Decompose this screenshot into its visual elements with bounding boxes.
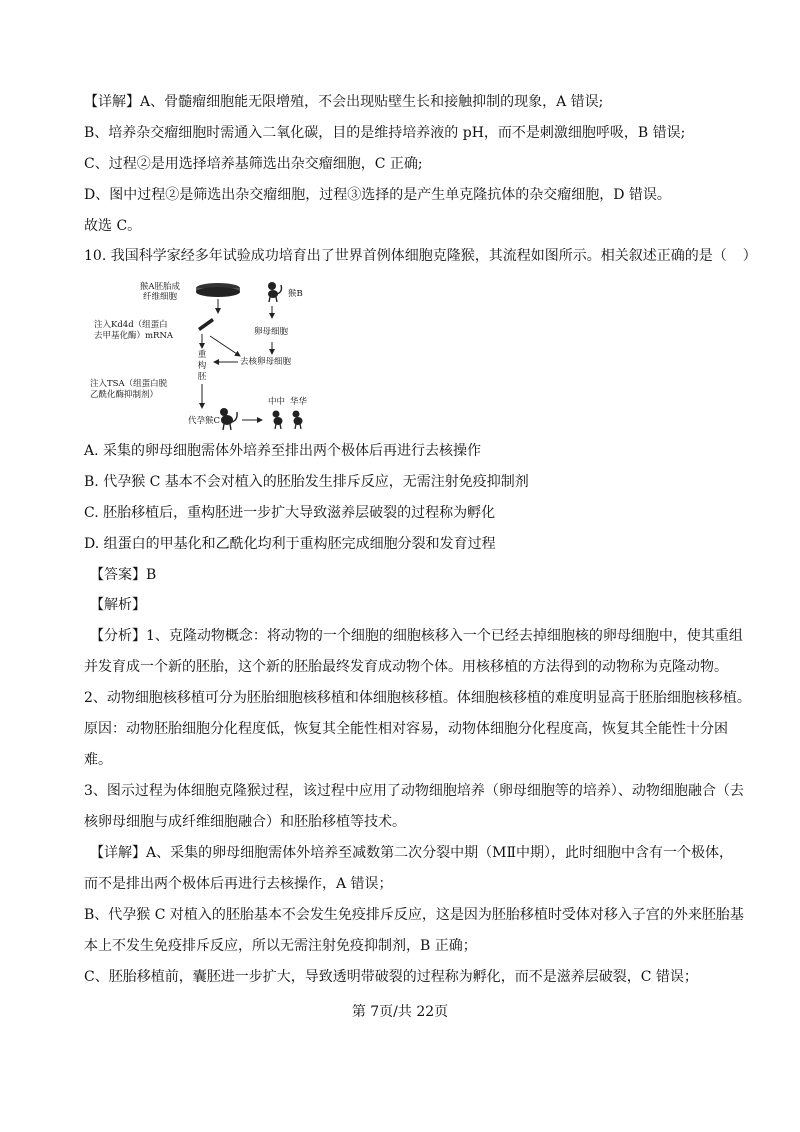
question-paren-close: ）	[742, 248, 757, 264]
option-c: C. 胚胎移植后，重构胚进一步扩大导致滋养层破裂的过程称为孵化	[84, 505, 496, 521]
analysis-2b: 原因：动物胚胎细胞分化程度低，恢复其全能性相对容易，动物体细胞分化程度高，恢复其全能性十分困	[84, 721, 728, 737]
detail-b-1: B、代孕猴 C 对植入的胚胎基本不会发生免疫排斥反应，这是因为胚胎移植时受体对移入子宫的外来胚胎基	[84, 907, 744, 923]
analysis-1a: 【分析】1、克隆动物概念：将动物的一个细胞的细胞核移入一个已经去掉细胞核的卵母细胞中，使其重组	[90, 628, 743, 644]
label-inject-tsa-2: 乙酰化酶抑制剂）	[90, 390, 159, 400]
detail-b-prev: B、培养杂交瘤细胞时需通入二氧化碳，目的是维持培养液的 pH，而不是刺激细胞呼吸，B 错误;	[84, 125, 686, 141]
label-baby-zhongzhong: 中中	[268, 397, 286, 407]
detail-c: C、胚胎移植前，囊胚进一步扩大，导致透明带破裂的过程称为孵化，而不是滋养层破裂，C 错误；	[84, 969, 698, 985]
analysis-2a: 2、动物细胞核移植可分为胚胎细胞核移植和体细胞核移植。体细胞核移植的难度明显高于胚胎细胞核移植。	[84, 690, 751, 706]
option-a: A. 采集的卵母细胞需体外培养至排出两个极体后再进行去核操作	[84, 443, 482, 459]
label-oocyte: 卵母细胞	[254, 327, 289, 337]
detail-a-2: 而不是排出两个极体后再进行去核操作，A 错误；	[84, 876, 393, 892]
label-surrogate-monkey: 代孕猴C	[188, 416, 221, 426]
detail-b-2: 本上不发生免疫排斥反应，所以无需注射免疫抑制剂，B 正确；	[84, 938, 477, 954]
label-monkey-a-1: 猴A胚胎成	[139, 282, 181, 292]
label-monkey-a-2: 纤维细胞	[142, 292, 177, 302]
pipette-icon	[198, 318, 214, 331]
option-b: B. 代孕猴 C 基本不会对植入的胚胎发生排斥反应，无需注射免疫抑制剂	[84, 474, 529, 490]
analysis-3a: 3、图示过程为体细胞克隆猴过程，该过程中应用了动物细胞培养（卵母细胞等的培养）、动物细胞融合（去	[84, 783, 744, 799]
label-baby-huahua: 华华	[290, 397, 308, 407]
detail-a-1: 【详解】A、采集的卵母细胞需体外培养至减数第二次分裂中期（MⅡ中期），此时细胞中含有一个极体，	[90, 845, 733, 861]
analysis-1b: 并发育成一个新的胚胎，这个新的胚胎最终发育成动物个体。用核移植的方法得到的动物称为克隆动物。	[84, 659, 728, 675]
detail-d-prev: D、图中过程②是筛选出杂交瘤细胞，过程③选择的是产生单克隆抗体的杂交瘤细胞，D 错误。	[84, 187, 671, 203]
label-monkey-b: 猴B	[288, 289, 303, 299]
analysis-label: 【解析】	[90, 597, 146, 613]
label-recon-3: 胚	[197, 372, 207, 382]
analysis-3b: 核卵母细胞与成纤维细胞融合）和胚胎移植等技术。	[84, 814, 406, 830]
label-inject-kd-1: 注入Kd4d（组蛋白	[94, 320, 168, 330]
label-inject-tsa-1: 注入TSA（组蛋白脱	[90, 379, 168, 389]
monkey-b-icon	[268, 282, 282, 302]
answer: 【答案】B	[90, 567, 157, 583]
label-enucleated-oocyte: 去核卵母细胞	[240, 357, 292, 367]
monkey-c-icon	[220, 408, 237, 430]
label-recon-2: 构	[197, 361, 207, 371]
label-recon-1: 重	[197, 350, 207, 360]
baby-monkey-huahua-icon	[293, 411, 303, 430]
cloning-flow-diagram	[90, 276, 310, 434]
option-d: D. 组蛋白的甲基化和乙酰化均利于重构胚完成细胞分裂和发育过程	[84, 536, 496, 552]
detail-c-prev: C、过程②是用选择培养基筛选出杂交瘤细胞，C 正确;	[84, 156, 423, 172]
baby-monkey-zhongzhong-icon	[273, 411, 283, 430]
question-stem-text: 10. 我国科学家经多年试验成功培育出了世界首例体细胞克隆猴，其流程如图所示。相关叙述正确的是（	[84, 248, 727, 264]
label-inject-kd-2: 去甲基化酶）mRNA	[94, 331, 174, 341]
conclusion-prev: 故选 C。	[84, 218, 142, 234]
page-number-footer: 第 7页/共 22页	[351, 1004, 449, 1020]
detail-a-prev: 【详解】A、骨髓瘤细胞能无限增殖，不会出现贴壁生长和接触抑制的现象，A 错误;	[84, 94, 604, 110]
petri-dish-icon	[196, 283, 240, 297]
question-10-stem	[84, 247, 757, 265]
analysis-2c: 难。	[84, 752, 112, 768]
